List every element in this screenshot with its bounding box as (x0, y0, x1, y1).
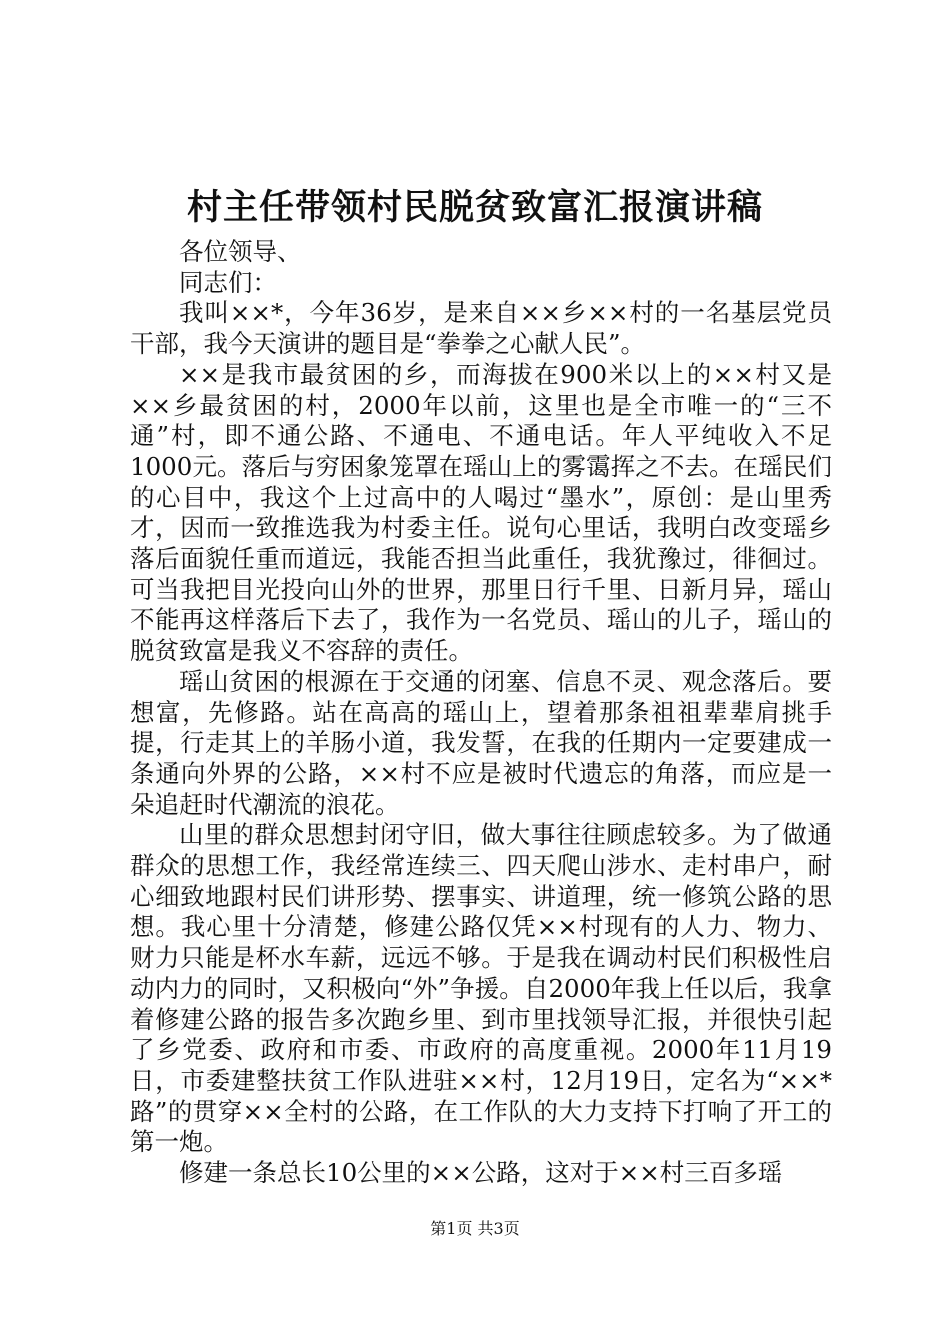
salutation-line: 各位领导、 (179, 237, 302, 266)
body-paragraph: ××是我市最贫困的乡，而海拔在900米以上的××村又是××乡最贫困的村，2000年以前，这里也是全市唯一的“三不通”村，即不通公路、不通电、不通电话。年人平纯收入不足1000元。落后与穷困象笼罩在瑶山上的雾霭挥之不去。在瑶民们的心目中，我这个上过高中的人喝过“墨水”，原创：是山里秀才，因而一致推选我为村委主任。说句心里话，我明白改变瑶乡落后面貌任重而道远，我能否担当此重任，我犹豫过，徘徊过。可当我把目光投向山外的世界，那里日行千里、日新月异，瑶山不能再这样落后下去了，我作为一名党员、瑶山的儿子，瑶山的脱贫致富是我义不容辞的责任。 (130, 359, 832, 666)
body-paragraph: 修建一条总长10公里的××公路，这对于××村三百多瑶 (179, 1158, 783, 1188)
page-number: 第1页 共3页 (430, 1219, 520, 1238)
body-paragraph: 我叫××*，今年36岁，是来自××乡××村的一名基层党员干部，我今天演讲的题目是“拳拳之心献人民”。 (130, 298, 832, 359)
body-paragraph: 山里的群众思想封闭守旧，做大事往往顾虑较多。为了做通群众的思想工作，我经常连续三、四天爬山涉水、走村串户，耐心细致地跟村民们讲形势、摆事实、讲道理，统一修筑公路的思想。我心里十分清楚，修建公路仅凭××村现有的人力、物力、财力只能是杯水车薪，远远不够。于是我在调动村民们积极性启动内力的同时，又积极向“外”争援。自2000年我上任以后，我拿着修建公路的报告多次跑乡里、到市里找领导汇报，并很快引起了乡党委、政府和市委、市政府的高度重视。2000年11月19日，市委建整扶贫工作队进驻××村，12月19日，定名为“××*路”的贯穿××全村的公路，在工作队的大力支持下打响了开工的第一炮。 (130, 820, 832, 1157)
body-paragraph: 瑶山贫困的根源在于交通的闭塞、信息不灵、观念落后。要想富，先修路。站在高高的瑶山上，望着那条祖祖辈辈肩挑手提，行走其上的羊肠小道，我发誓，在我的任期内一定要建成一条通向外界的公路，××村不应是被时代遗忘的角落，而应是一朵追赶时代潮流的浪花。 (130, 666, 832, 819)
document-title: 村主任带领村民脱贫致富汇报演讲稿 (186, 187, 763, 228)
page-footer (0, 1218, 950, 1240)
salutation-line: 同志们： (179, 267, 277, 297)
document-body (130, 237, 832, 1189)
